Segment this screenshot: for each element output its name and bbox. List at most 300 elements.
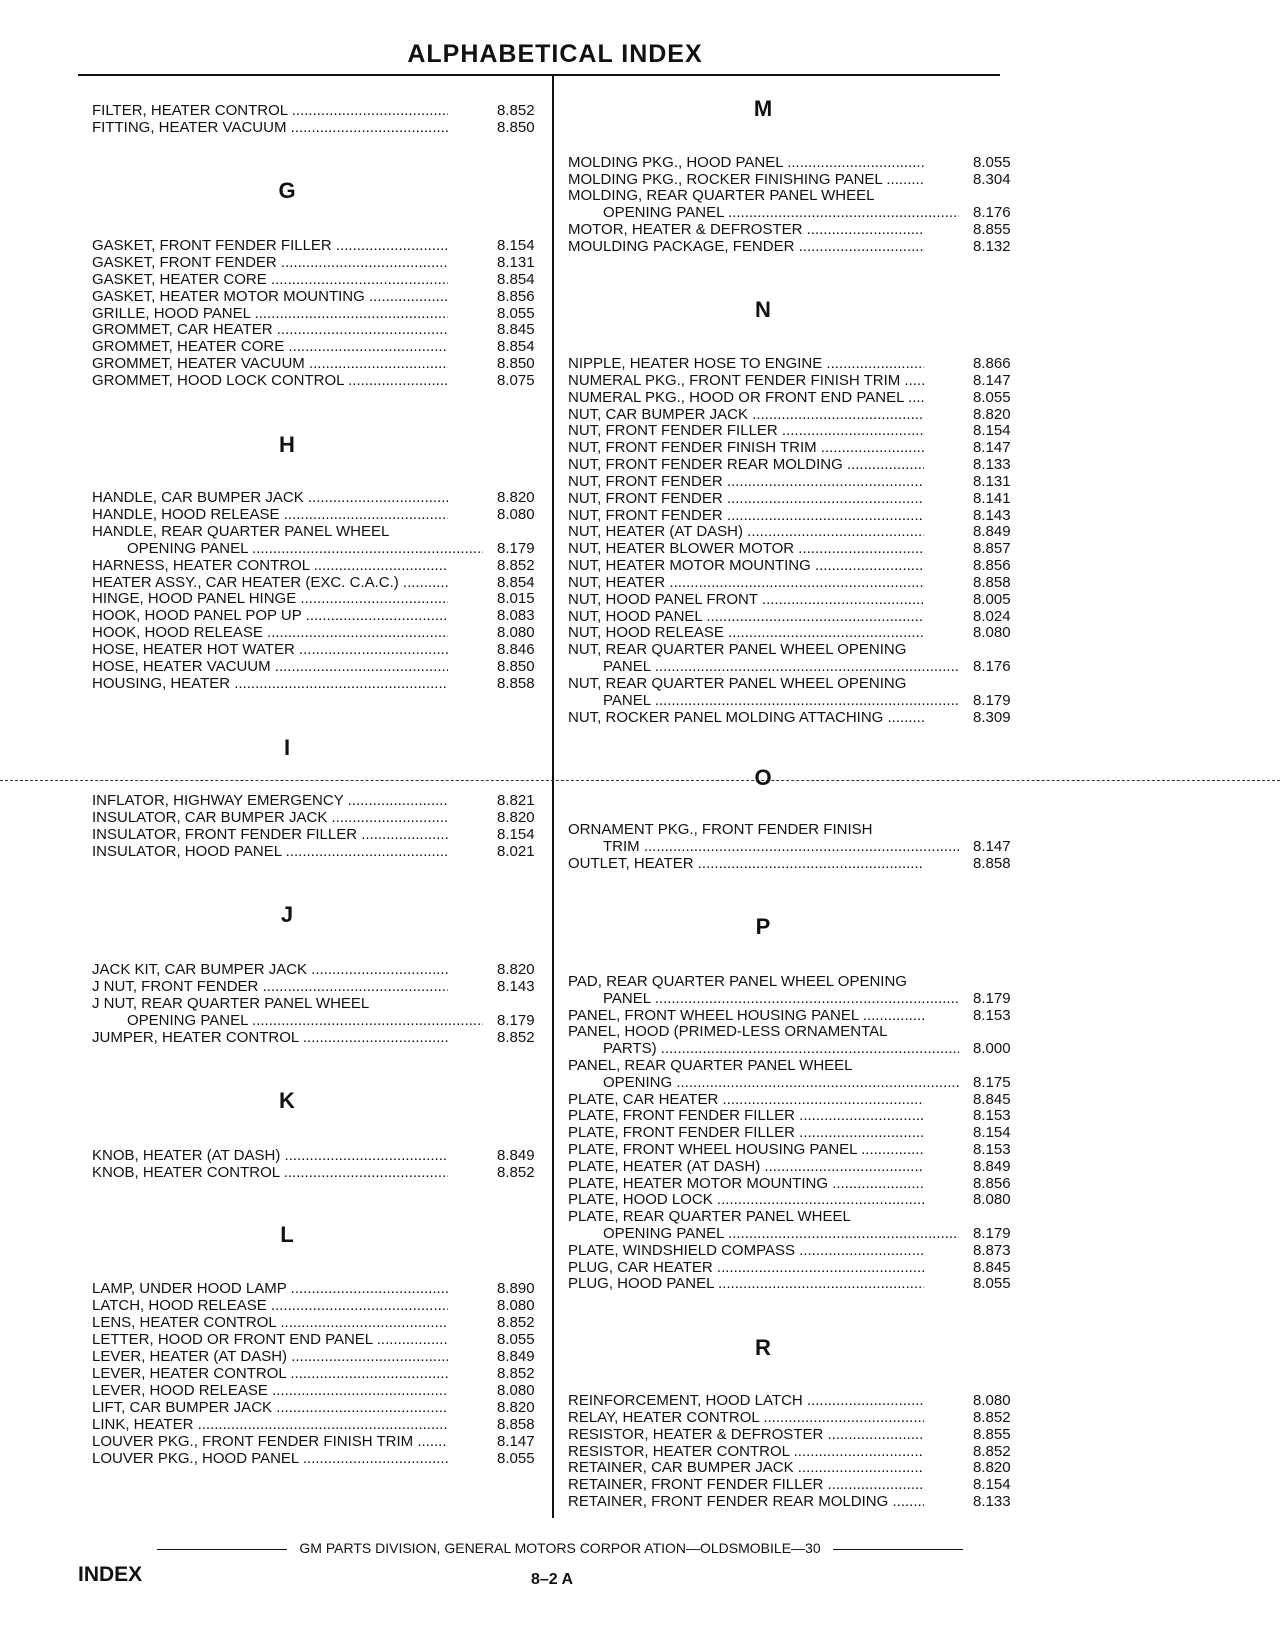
entry-name: HINGE, HOOD PANEL HINGE .....: [92, 591, 448, 608]
index-entry: [92, 608, 552, 625]
entry-name: HOOK, HOOD PANEL POP UP .....: [92, 608, 448, 625]
entry-name: LINK, HEATER .....: [92, 1417, 448, 1434]
entry-page-number: 8.849: [497, 1147, 535, 1164]
entry-page-number: 8.850: [497, 355, 535, 372]
index-entry: [92, 120, 552, 137]
entry-page-number: 8.820: [497, 489, 535, 506]
entry-name: HOSE, HEATER VACUUM .....: [92, 659, 448, 676]
entry-name: LEVER, HOOD RELEASE .....: [92, 1383, 448, 1400]
index-entry: [568, 1243, 1028, 1260]
section-letter-k: K: [279, 1088, 295, 1113]
index-entry: [92, 1030, 552, 1047]
entry-name: FILTER, HEATER CONTROL .....: [92, 103, 448, 120]
index-entry: [92, 625, 552, 642]
entry-name: PLUG, CAR HEATER .....: [568, 1260, 924, 1277]
entry-name: RESISTOR, HEATER & DEFROSTER .....: [568, 1427, 924, 1444]
entry-page-number: 8.143: [497, 978, 535, 995]
index-entry: [568, 575, 1028, 592]
index-entry: [568, 407, 1028, 424]
entry-name: INSULATOR, HOOD PANEL .....: [92, 844, 448, 861]
entry-name: ORNAMENT PKG., FRONT FENDER FINISH: [568, 822, 873, 838]
entry-page-number: 8.849: [973, 523, 1011, 540]
entry-name: MOTOR, HEATER & DEFROSTER .....: [568, 222, 924, 239]
entry-page-number: 8.176: [973, 658, 1011, 675]
entry-page-number: 8.179: [973, 1225, 1011, 1242]
index-entry: [92, 1383, 552, 1400]
entry-page-number: 8.175: [973, 1074, 1011, 1091]
entry-page-number: 8.153: [973, 1141, 1011, 1158]
entry-name: LOUVER PKG., HOOD PANEL .....: [92, 1451, 448, 1468]
index-entry: [568, 642, 1028, 659]
entry-name: GASKET, HEATER MOTOR MOUNTING .....: [92, 289, 448, 306]
entry-page-number: 8.852: [497, 102, 535, 119]
index-entry: [568, 1159, 1028, 1176]
index-entry: [92, 827, 552, 844]
footer-rule-left: [157, 1549, 287, 1550]
entry-name: PANEL, REAR QUARTER PANEL WHEEL: [568, 1058, 853, 1074]
entry-name: OPENING PANEL .....: [568, 205, 959, 222]
entry-name: MOLDING, REAR QUARTER PANEL WHEEL: [568, 188, 875, 204]
index-entry: [92, 339, 552, 356]
page-number: 8–2 A: [531, 1571, 574, 1588]
entry-name: OUTLET, HEATER .....: [568, 856, 924, 873]
entry-page-number: 8.021: [497, 843, 535, 860]
entry-page-number: 8.845: [497, 321, 535, 338]
index-entry: [568, 541, 1028, 558]
page-title: ALPHABETICAL INDEX: [407, 40, 703, 68]
index-entry: [92, 272, 552, 289]
index-entry: [92, 507, 552, 524]
entry-page-number: 8.866: [973, 355, 1011, 372]
entry-name: INSULATOR, CAR BUMPER JACK .....: [92, 810, 448, 827]
index-entry: [92, 575, 552, 592]
entry-name: HARNESS, HEATER CONTROL .....: [92, 558, 448, 575]
entry-name: PARTS) .....: [568, 1041, 959, 1058]
index-entry: [92, 1366, 552, 1383]
entry-page-number: 8.890: [497, 1280, 535, 1297]
entry-page-number: 8.153: [973, 1107, 1011, 1124]
entry-name: TRIM .....: [568, 839, 959, 856]
entry-name: NUMERAL PKG., HOOD OR FRONT END PANEL .....: [568, 390, 924, 407]
entry-page-number: 8.850: [497, 119, 535, 136]
entry-name: PLATE, FRONT FENDER FILLER .....: [568, 1108, 924, 1125]
index-entry: [568, 974, 1028, 991]
index-entry: [568, 1410, 1028, 1427]
index-entry: [92, 541, 552, 558]
entry-page-number: 8.083: [497, 607, 535, 624]
entry-page-number: 8.820: [973, 406, 1011, 423]
entry-name: HANDLE, HOOD RELEASE .....: [92, 507, 448, 524]
entry-page-number: 8.133: [973, 456, 1011, 473]
entry-name: NUT, ROCKER PANEL MOLDING ATTACHING .....: [568, 710, 924, 727]
index-entry: [568, 239, 1028, 256]
entry-page-number: 8.854: [497, 271, 535, 288]
index-entry: [92, 1013, 552, 1030]
entry-name: NUT, HEATER .....: [568, 575, 924, 592]
entry-page-number: 8.852: [497, 1314, 535, 1331]
footer-rule-right: [833, 1549, 963, 1550]
index-entry: [92, 373, 552, 390]
entry-page-number: 8.179: [973, 692, 1011, 709]
entry-name: LEVER, HEATER CONTROL .....: [92, 1366, 448, 1383]
entry-name: LEVER, HEATER (AT DASH) .....: [92, 1349, 448, 1366]
entry-name: PLATE, CAR HEATER .....: [568, 1092, 924, 1109]
index-entry: [92, 238, 552, 255]
entry-page-number: 8.852: [497, 1365, 535, 1382]
index-entry: [92, 642, 552, 659]
section-letter-o: O: [754, 765, 772, 790]
column-divider: [552, 76, 554, 1518]
index-entry: [568, 457, 1028, 474]
entry-name: GRILLE, HOOD PANEL .....: [92, 306, 448, 323]
entry-name: HOSE, HEATER HOT WATER .....: [92, 642, 448, 659]
index-entry: [568, 491, 1028, 508]
entry-page-number: 8.850: [497, 658, 535, 675]
index-entry: [568, 991, 1028, 1008]
index-entry: [568, 373, 1028, 390]
entry-page-number: 8.024: [973, 608, 1011, 625]
entry-name: NUT, REAR QUARTER PANEL WHEEL OPENING: [568, 676, 907, 692]
index-entry: [568, 356, 1028, 373]
title-rule: [78, 74, 1000, 76]
entry-page-number: 8.856: [973, 557, 1011, 574]
entry-name: INSULATOR, FRONT FENDER FILLER .....: [92, 827, 448, 844]
entry-name: PLATE, HEATER (AT DASH) .....: [568, 1159, 924, 1176]
index-entry: [92, 1298, 552, 1315]
entry-page-number: 8.147: [973, 838, 1011, 855]
entry-page-number: 8.015: [497, 590, 535, 607]
entry-name: KNOB, HEATER CONTROL .....: [92, 1165, 448, 1182]
entry-page-number: 8.141: [973, 490, 1011, 507]
section-letter-j: J: [280, 902, 294, 927]
index-entry: [568, 558, 1028, 575]
entry-name: NUT, HOOD RELEASE .....: [568, 625, 924, 642]
index-entry: [92, 793, 552, 810]
entry-name: PANEL .....: [568, 659, 959, 676]
index-entry: [568, 1226, 1028, 1243]
index-entry: [92, 844, 552, 861]
entry-page-number: 8.845: [973, 1091, 1011, 1108]
index-entry: [568, 1393, 1028, 1410]
index-entry: [92, 1434, 552, 1451]
entry-name: JACK KIT, CAR BUMPER JACK .....: [92, 962, 448, 979]
entry-page-number: 8.849: [973, 1158, 1011, 1175]
index-entry: [568, 839, 1028, 856]
entry-page-number: 8.154: [973, 422, 1011, 439]
entry-page-number: 8.852: [973, 1443, 1011, 1460]
section-letter-i: I: [283, 735, 291, 760]
entry-name: NUT, HEATER (AT DASH) .....: [568, 524, 924, 541]
entry-page-number: 8.858: [973, 574, 1011, 591]
index-entry: [92, 1281, 552, 1298]
entry-name: NIPPLE, HEATER HOSE TO ENGINE .....: [568, 356, 924, 373]
index-entry: [568, 609, 1028, 626]
entry-name: NUT, HOOD PANEL .....: [568, 609, 924, 626]
entry-name: PLATE, HOOD LOCK .....: [568, 1192, 924, 1209]
index-entry: [92, 962, 552, 979]
entry-name: PANEL, HOOD (PRIMED-LESS ORNAMENTAL: [568, 1024, 888, 1040]
section-letter-m: M: [753, 96, 773, 121]
entry-page-number: 8.858: [497, 1416, 535, 1433]
entry-page-number: 8.080: [497, 506, 535, 523]
index-entry: [568, 423, 1028, 440]
index-entry: [568, 508, 1028, 525]
entry-name: NUT, CAR BUMPER JACK .....: [568, 407, 924, 424]
index-entry: [568, 1209, 1028, 1226]
entry-page-number: 8.080: [973, 624, 1011, 641]
entry-page-number: 8.153: [973, 1007, 1011, 1024]
index-entry: [568, 222, 1028, 239]
footer-credit: [105, 1540, 1015, 1556]
index-entry: [568, 188, 1028, 205]
index-entry: [92, 1349, 552, 1366]
entry-name: GROMMET, HOOD LOCK CONTROL .....: [92, 373, 448, 390]
index-entry: [568, 440, 1028, 457]
index-entry: [568, 1477, 1028, 1494]
entry-page-number: 8.820: [497, 961, 535, 978]
index-entry: [568, 676, 1028, 693]
entry-page-number: 8.080: [497, 1297, 535, 1314]
index-entry: [568, 1075, 1028, 1092]
entry-page-number: 8.154: [973, 1476, 1011, 1493]
index-entry: [568, 1008, 1028, 1025]
entry-page-number: 8.852: [973, 1409, 1011, 1426]
index-entry: [568, 390, 1028, 407]
index-entry: [568, 1125, 1028, 1142]
index-entry: [568, 524, 1028, 541]
entry-name: JUMPER, HEATER CONTROL .....: [92, 1030, 448, 1047]
entry-name: OPENING PANEL .....: [92, 541, 483, 558]
index-entry: [568, 822, 1028, 839]
section-letter-p: P: [755, 914, 771, 939]
entry-name: OPENING .....: [568, 1075, 959, 1092]
entry-name: RELAY, HEATER CONTROL .....: [568, 1410, 924, 1427]
section-letter-g: G: [278, 178, 296, 203]
section-label: INDEX: [78, 1563, 143, 1586]
index-entry: [92, 1148, 552, 1165]
section-letter-h: H: [279, 432, 295, 457]
index-entry: [568, 1460, 1028, 1477]
index-entry: [92, 524, 552, 541]
entry-name: LOUVER PKG., FRONT FENDER FINISH TRIM .....: [92, 1434, 448, 1451]
entry-page-number: 8.080: [497, 1382, 535, 1399]
entry-page-number: 8.154: [497, 826, 535, 843]
index-entry: [92, 322, 552, 339]
entry-page-number: 8.857: [973, 540, 1011, 557]
entry-name: GASKET, FRONT FENDER .....: [92, 255, 448, 272]
index-entry: [92, 255, 552, 272]
entry-page-number: 8.080: [497, 624, 535, 641]
index-entry: [92, 979, 552, 996]
footer-division: GM PARTS DIVISION, GENERAL MOTORS CORPOR ATION—OLDSMOBILE—30: [299, 1540, 821, 1556]
entry-page-number: 8.055: [497, 305, 535, 322]
entry-page-number: 8.846: [497, 641, 535, 658]
index-entry: [92, 1400, 552, 1417]
index-entry: [92, 1315, 552, 1332]
entry-page-number: 8.176: [973, 204, 1011, 221]
index-entry: [568, 1092, 1028, 1109]
index-entry: [568, 1058, 1028, 1075]
entry-name: OPENING PANEL .....: [568, 1226, 959, 1243]
entry-name: NUT, REAR QUARTER PANEL WHEEL OPENING: [568, 642, 907, 658]
entry-page-number: 8.856: [973, 1175, 1011, 1192]
entry-name: RETAINER, CAR BUMPER JACK .....: [568, 1460, 924, 1477]
index-entry: [92, 490, 552, 507]
entry-name: PANEL .....: [568, 991, 959, 1008]
index-entry: [92, 1417, 552, 1434]
entry-name: HOOK, HOOD RELEASE .....: [92, 625, 448, 642]
index-entry: [92, 356, 552, 373]
entry-page-number: 8.080: [973, 1392, 1011, 1409]
entry-name: HEATER ASSY., CAR HEATER (EXC. C.A.C.) .....: [92, 575, 448, 592]
entry-page-number: 8.000: [973, 1040, 1011, 1057]
entry-page-number: 8.854: [497, 338, 535, 355]
entry-page-number: 8.820: [497, 1399, 535, 1416]
entry-name: NUT, HEATER MOTOR MOUNTING .....: [568, 558, 924, 575]
index-entry: [568, 1176, 1028, 1193]
index-entry: [568, 155, 1028, 172]
entry-page-number: 8.179: [497, 540, 535, 557]
index-entry: [92, 591, 552, 608]
entry-name: PLATE, FRONT WHEEL HOUSING PANEL .....: [568, 1142, 924, 1159]
index-entry: [568, 592, 1028, 609]
entry-name: LENS, HEATER CONTROL .....: [92, 1315, 448, 1332]
entry-name: NUMERAL PKG., FRONT FENDER FINISH TRIM .....: [568, 373, 924, 390]
entry-page-number: 8.855: [973, 221, 1011, 238]
entry-name: MOULDING PACKAGE, FENDER .....: [568, 239, 924, 256]
entry-page-number: 8.852: [497, 557, 535, 574]
index-entry: [92, 1332, 552, 1349]
entry-page-number: 8.179: [497, 1012, 535, 1029]
index-entry: [568, 693, 1028, 710]
entry-page-number: 8.858: [973, 855, 1011, 872]
entry-page-number: 8.147: [973, 372, 1011, 389]
entry-page-number: 8.852: [497, 1164, 535, 1181]
entry-page-number: 8.873: [973, 1242, 1011, 1259]
index-entry: [568, 205, 1028, 222]
entry-name: RESISTOR, HEATER CONTROL .....: [568, 1444, 924, 1461]
index-entry: [568, 1041, 1028, 1058]
entry-name: NUT, FRONT FENDER REAR MOLDING .....: [568, 457, 924, 474]
section-letter-r: R: [755, 1335, 771, 1360]
entry-name: PLATE, HEATER MOTOR MOUNTING .....: [568, 1176, 924, 1193]
entry-name: LIFT, CAR BUMPER JACK .....: [92, 1400, 448, 1417]
index-entry: [92, 306, 552, 323]
entry-page-number: 8.055: [973, 389, 1011, 406]
entry-page-number: 8.855: [973, 1426, 1011, 1443]
entry-name: GROMMET, HEATER CORE .....: [92, 339, 448, 356]
index-entry: [568, 1142, 1028, 1159]
entry-page-number: 8.143: [973, 507, 1011, 524]
entry-page-number: 8.080: [973, 1191, 1011, 1208]
entry-name: MOLDING PKG., HOOD PANEL .....: [568, 155, 924, 172]
entry-page-number: 8.055: [973, 1275, 1011, 1292]
entry-name: FITTING, HEATER VACUUM .....: [92, 120, 448, 137]
entry-name: RETAINER, FRONT FENDER REAR MOLDING .....: [568, 1494, 924, 1511]
entry-page-number: 8.858: [497, 675, 535, 692]
index-entry: [568, 1108, 1028, 1125]
entry-name: GROMMET, HEATER VACUUM .....: [92, 356, 448, 373]
index-entry: [568, 1192, 1028, 1209]
entry-name: MOLDING PKG., ROCKER FINISHING PANEL .....: [568, 172, 924, 189]
entry-name: PLATE, FRONT FENDER FILLER .....: [568, 1125, 924, 1142]
index-entry: [568, 1427, 1028, 1444]
index-entry: [92, 289, 552, 306]
entry-name: PANEL, FRONT WHEEL HOUSING PANEL .....: [568, 1008, 924, 1025]
section-letter-l: L: [280, 1222, 294, 1247]
entry-name: OPENING PANEL .....: [92, 1013, 483, 1030]
entry-page-number: 8.055: [497, 1331, 535, 1348]
entry-name: INFLATOR, HIGHWAY EMERGENCY .....: [92, 793, 448, 810]
entry-name: GASKET, HEATER CORE .....: [92, 272, 448, 289]
entry-name: NUT, FRONT FENDER .....: [568, 474, 924, 491]
index-entry: [568, 1494, 1028, 1511]
entry-page-number: 8.821: [497, 792, 535, 809]
index-entry: [92, 1165, 552, 1182]
entry-page-number: 8.154: [973, 1124, 1011, 1141]
entry-page-number: 8.147: [973, 439, 1011, 456]
entry-name: HANDLE, CAR BUMPER JACK .....: [92, 490, 448, 507]
entry-name: NUT, FRONT FENDER FINISH TRIM .....: [568, 440, 924, 457]
entry-page-number: 8.131: [973, 473, 1011, 490]
entry-page-number: 8.133: [973, 1493, 1011, 1510]
index-entry: [92, 810, 552, 827]
entry-name: GASKET, FRONT FENDER FILLER .....: [92, 238, 448, 255]
index-entry: [568, 625, 1028, 642]
index-entry: [568, 1260, 1028, 1277]
index-entry: [92, 558, 552, 575]
entry-name: REINFORCEMENT, HOOD LATCH .....: [568, 1393, 924, 1410]
entry-page-number: 8.845: [973, 1259, 1011, 1276]
entry-page-number: 8.856: [497, 288, 535, 305]
index-entry: [92, 103, 552, 120]
entry-name: PLUG, HOOD PANEL .....: [568, 1276, 924, 1293]
entry-page-number: 8.304: [973, 171, 1011, 188]
entry-name: J NUT, FRONT FENDER .....: [92, 979, 448, 996]
entry-name: NUT, HEATER BLOWER MOTOR .....: [568, 541, 924, 558]
index-entry: [92, 996, 552, 1013]
index-entry: [568, 1444, 1028, 1461]
entry-page-number: 8.820: [973, 1459, 1011, 1476]
index-entry: [92, 659, 552, 676]
entry-name: KNOB, HEATER (AT DASH) .....: [92, 1148, 448, 1165]
index-entry: [568, 1024, 1028, 1041]
entry-page-number: 8.854: [497, 574, 535, 591]
entry-name: LETTER, HOOD OR FRONT END PANEL .....: [92, 1332, 448, 1349]
entry-page-number: 8.005: [973, 591, 1011, 608]
entry-name: HOUSING, HEATER .....: [92, 676, 448, 693]
entry-page-number: 8.852: [497, 1029, 535, 1046]
entry-name: PLATE, REAR QUARTER PANEL WHEEL: [568, 1209, 851, 1225]
entry-page-number: 8.055: [497, 1450, 535, 1467]
entry-name: PAD, REAR QUARTER PANEL WHEEL OPENING: [568, 974, 907, 990]
entry-name: LATCH, HOOD RELEASE .....: [92, 1298, 448, 1315]
entry-name: NUT, FRONT FENDER FILLER .....: [568, 423, 924, 440]
entry-page-number: 8.132: [973, 238, 1011, 255]
section-letter-n: N: [755, 297, 771, 322]
index-entry: [568, 474, 1028, 491]
entry-page-number: 8.055: [973, 154, 1011, 171]
entry-page-number: 8.820: [497, 809, 535, 826]
index-entry: [568, 172, 1028, 189]
entry-name: GROMMET, CAR HEATER .....: [92, 322, 448, 339]
entry-name: NUT, FRONT FENDER .....: [568, 491, 924, 508]
entry-name: PLATE, WINDSHIELD COMPASS .....: [568, 1243, 924, 1260]
index-entry: [568, 710, 1028, 727]
index-entry: [92, 1451, 552, 1468]
entry-page-number: 8.154: [497, 237, 535, 254]
index-entry: [568, 856, 1028, 873]
